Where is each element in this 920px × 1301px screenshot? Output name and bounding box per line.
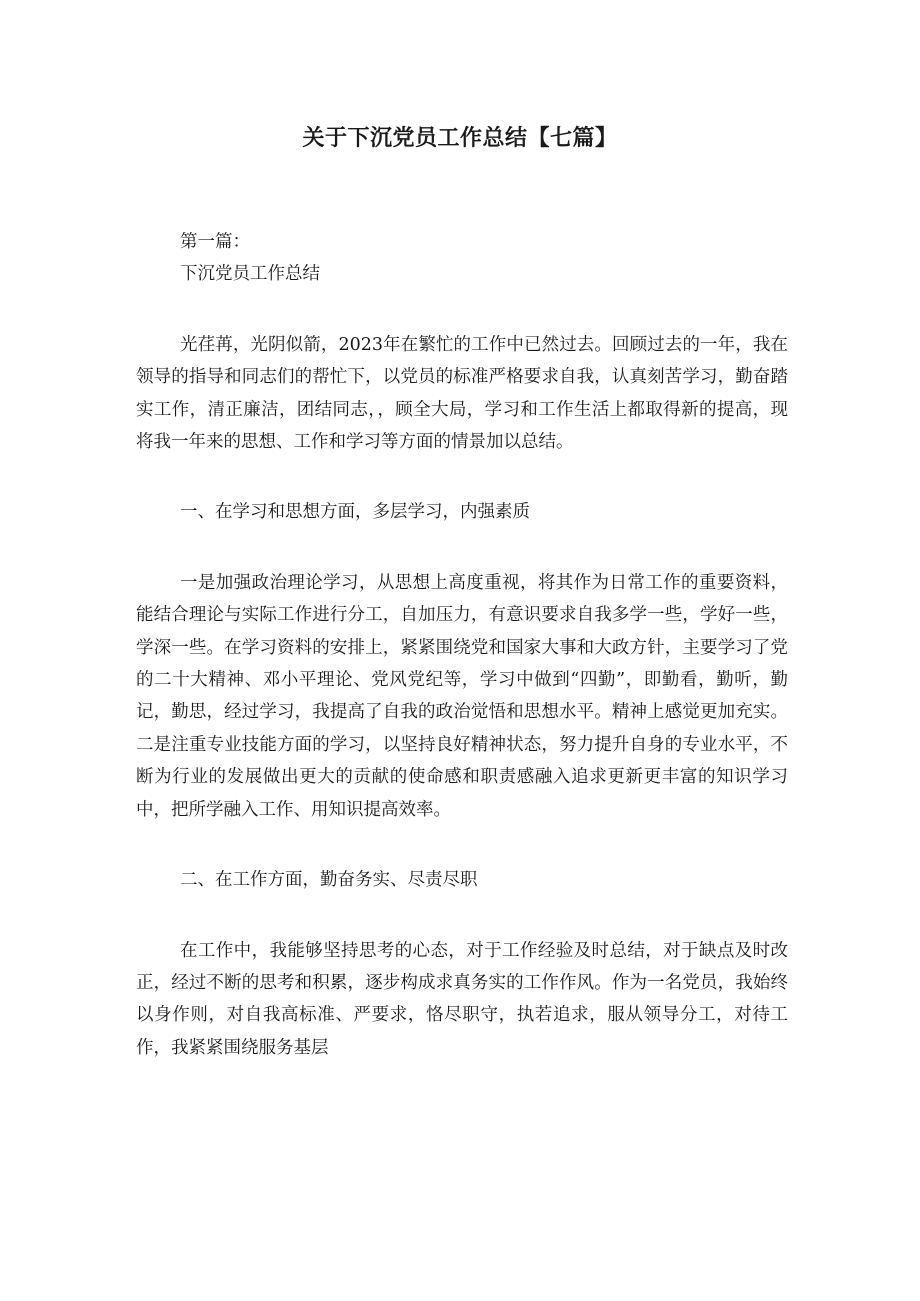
part-title: 下沉党员工作总结 [180, 264, 320, 285]
section-heading-work: 二、在工作方面，勤奋务实、尽责尽职 [180, 870, 478, 891]
document-body [136, 226, 788, 1064]
part-label: 第一篇： [180, 232, 250, 252]
paragraph-intro: 光荏苒，光阴似箭，2023年在繁忙的工作中已然过去。回顾过去的一年，我在领导的指导和同志们的帮忙下，以党员的标准严格要求自我，认真刻苦学习，勤奋踏实工作，清正廉洁，团结同志，，顾全大局，学习和工作生活上都取得新的提高，现将我一年来的思想、工作和学习等方面的情景加以总结。 [136, 334, 788, 453]
section-heading-study: 一、在学习和思想方面，多层学习，内强素质 [180, 502, 530, 523]
paragraph-study: 一是加强政治理论学习，从思想上高度重视，将其作为日常工作的重要资料，能结合理论与实际工作进行分工，自加压力，有意识要求自我多学一些，学好一些，学深一些。在学习资料的安排上，紧紧围绕党和国家大事和大政方针，主要学习了党的二十大精神、邓小平理论、党风党纪等，学习中做到“四勤”，即勤看，勤听，勤记，勤思，经过学习，我提高了自我的政治觉悟和思想水平。精神上感觉更加充实。二是注重专业技能方面的学习，以坚持良好精神状态，努力提升自身的专业水平，不断为行业的发展做出更大的贡献的使命感和职责感融入追求更新更丰富的知识学习中，把所学融入工作、用知识提高效率。 [136, 572, 788, 820]
paragraph-work: 在工作中，我能够坚持思考的心态，对于工作经验及时总结，对于缺点及时改正，经过不断的思考和积累，逐步构成求真务实的工作作风。作为一名党员，我始终以身作则，对自我高标准、严要求，恪尽职守，执若追求，服从领导分工，对待工作，我紧紧围绕服务基层 [136, 940, 788, 1058]
document-title: 关于下沉党员工作总结【七篇】 [302, 126, 618, 151]
